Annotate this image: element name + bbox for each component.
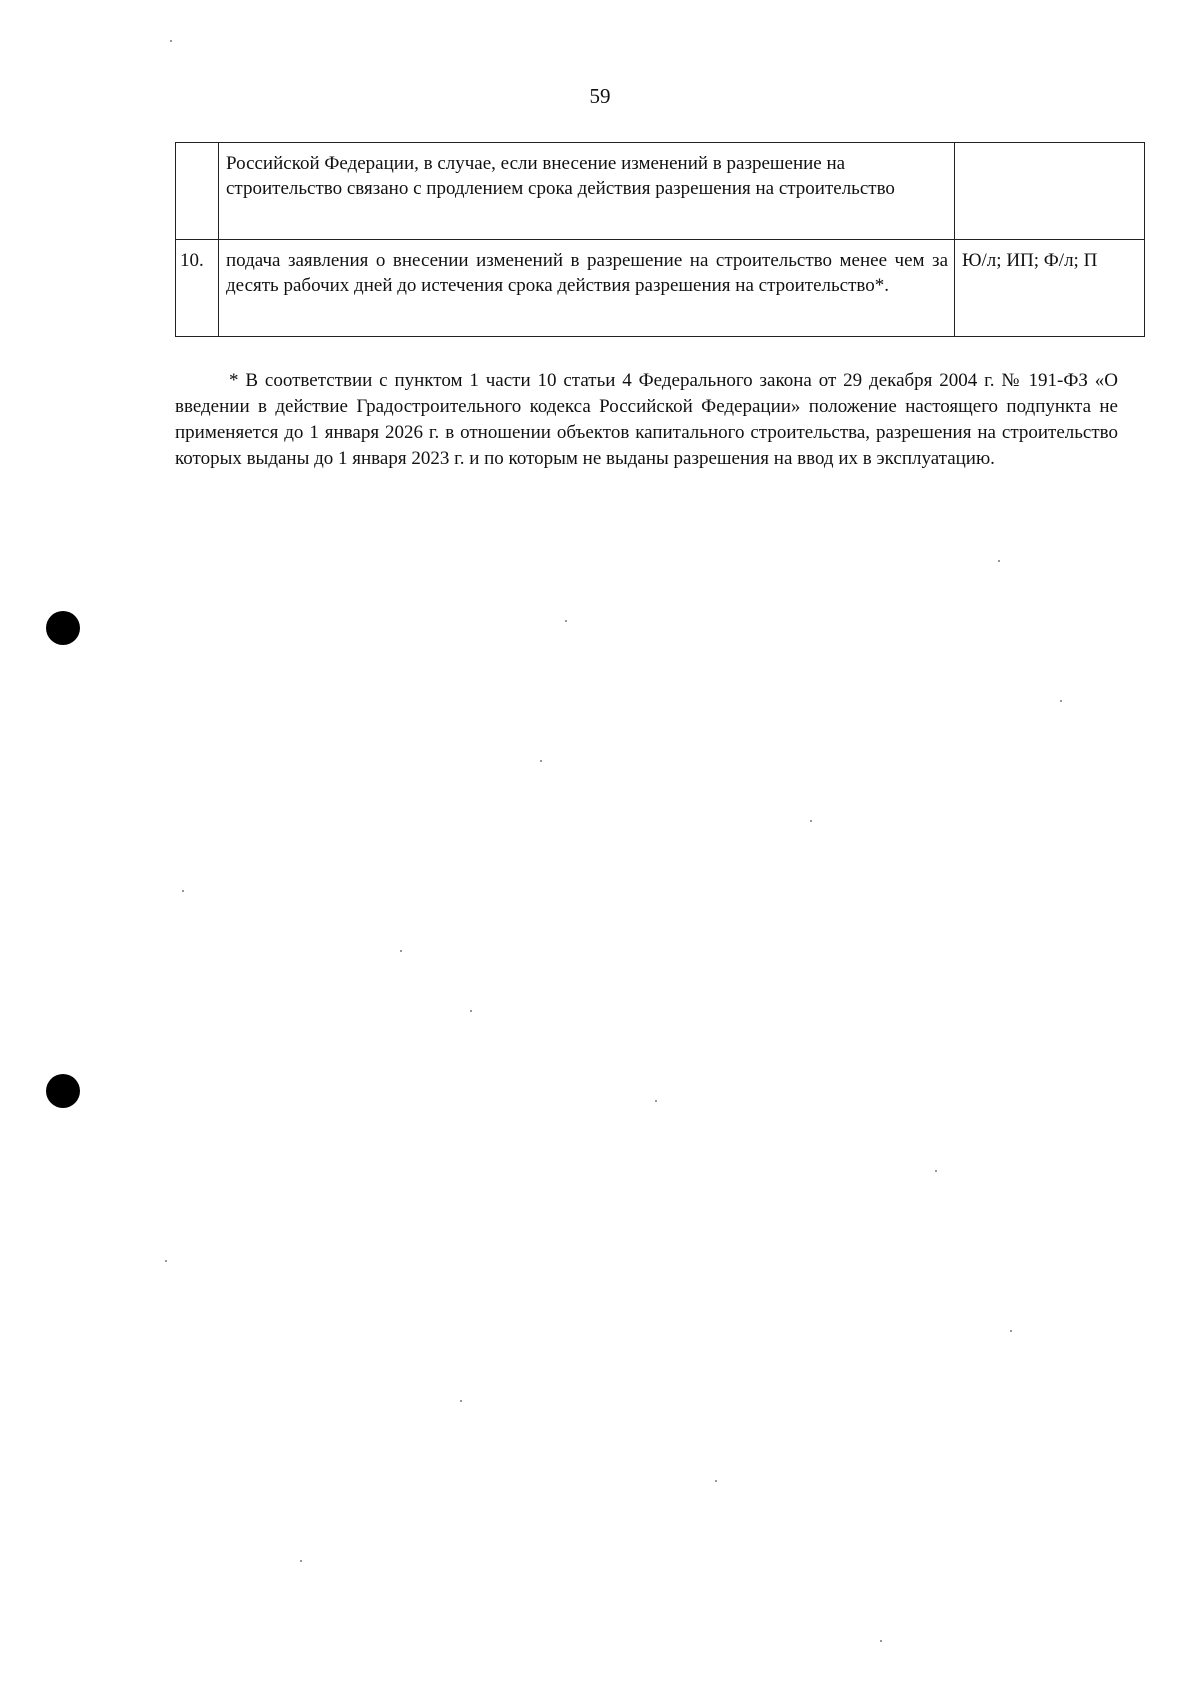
- row-number-cell: 10.: [176, 240, 219, 337]
- permit-grounds-table: [175, 142, 1145, 337]
- punch-hole-mark: [46, 1074, 80, 1108]
- scan-speck: [540, 760, 542, 762]
- table-row: [176, 240, 1145, 337]
- punch-hole-mark: [46, 611, 80, 645]
- scan-speck: [880, 1640, 882, 1642]
- row-number-cell: [176, 143, 219, 240]
- row-subjects-cell: [955, 143, 1145, 240]
- row-subjects-cell: Ю/л; ИП; Ф/л; П: [955, 240, 1145, 337]
- scan-speck: [1060, 700, 1062, 702]
- page-number: 59: [589, 84, 611, 108]
- scan-speck: [565, 620, 567, 622]
- footnote: * В соответствии с пунктом 1 части 10 статьи 4 Федерального закона от 29 декабря 2004 г. № 191-ФЗ «О введении в действие Градостроительного кодекса Российской Федерации» положение настоящего подпункта не применяется до 1 января 2026 г. в отношении объектов капитального строительства, разрешения на строительство которых выданы до 1 января 2023 г. и по которым не выданы разрешения на ввод их в эксплуатацию.: [175, 370, 1118, 469]
- row-description-cell: Российской Федерации, в случае, если внесение изменений в разрешение на строительство связано с продлением срока действия разрешения на строительство: [219, 143, 955, 240]
- scan-speck: [300, 1560, 302, 1562]
- scan-speck: [1010, 1330, 1012, 1332]
- scan-speck: [182, 890, 184, 892]
- scan-speck: [400, 950, 402, 952]
- table-row: [176, 143, 1145, 240]
- scan-speck: [935, 1170, 937, 1172]
- row-description-cell: подача заявления о внесении изменений в разрешение на строительство менее чем за десять рабочих дней до истечения срока действия разрешения на строительство*.: [219, 240, 955, 337]
- scan-speck: [655, 1100, 657, 1102]
- scan-speck: [165, 1260, 167, 1262]
- scan-speck: [715, 1480, 717, 1482]
- scan-speck: [460, 1400, 462, 1402]
- scan-speck: [810, 820, 812, 822]
- scan-speck: [998, 560, 1000, 562]
- scan-speck: [470, 1010, 472, 1012]
- scan-speck: [170, 40, 172, 42]
